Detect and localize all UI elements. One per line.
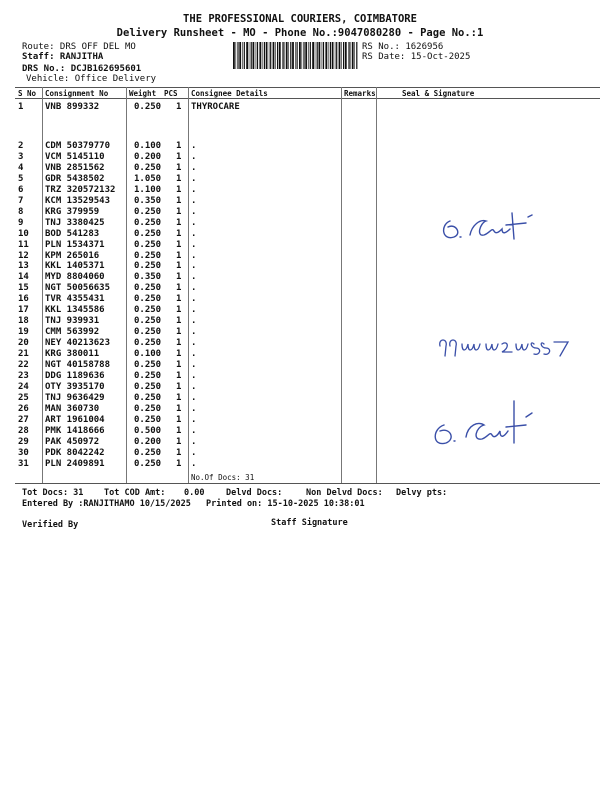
row-pcs: 1 (176, 272, 182, 283)
row-pcs: 1 (176, 458, 182, 469)
row-pcs: 1 (176, 370, 182, 381)
table-row (0, 174, 600, 185)
row-weight: 0.250 (134, 206, 162, 217)
row-consignment: PAK 450972 (45, 436, 100, 447)
row-sno: 3 (18, 151, 24, 162)
row-details: . (191, 294, 197, 305)
col-header-consignment: Consignment No (45, 89, 109, 98)
row-sno: 13 (18, 261, 29, 272)
row-details: . (191, 228, 197, 239)
row-consignment: NEY 40213623 (45, 338, 111, 349)
row-consignment: BOD 541283 (45, 228, 100, 239)
row-consignment: MAN 360730 (45, 403, 100, 414)
row-pcs: 1 (176, 102, 182, 112)
row-pcs: 1 (176, 305, 182, 316)
row-weight: 0.250 (134, 338, 162, 349)
row-consignment: NGT 50056635 (45, 283, 111, 294)
row-details: . (191, 261, 197, 272)
row-weight: 0.250 (134, 162, 162, 173)
table-bottom-rule (15, 483, 600, 484)
row-consignment: CMM 563992 (45, 327, 100, 338)
row-weight: 0.350 (134, 195, 162, 206)
row-pcs: 1 (176, 151, 182, 162)
row-details: . (191, 370, 197, 381)
row-consignment: KRG 380011 (45, 349, 100, 360)
row-consignment: TNJ 3380425 (45, 217, 105, 228)
total-cod-label: Tot COD Amt: (104, 488, 166, 498)
non-delivered-docs: Non Delvd Docs: (306, 488, 383, 498)
row-details: . (191, 206, 197, 217)
row-weight: 0.250 (134, 458, 162, 469)
row-weight: 0.100 (134, 349, 162, 360)
row-consignment: GDR 5438502 (45, 173, 105, 184)
row-pcs: 1 (176, 217, 182, 228)
row-details: . (191, 162, 197, 173)
table-row (0, 196, 600, 207)
row-consignment: DDG 1189636 (45, 370, 105, 381)
row-sno: 8 (18, 206, 24, 217)
delivered-docs: Delvd Docs: (226, 488, 283, 498)
row-details: . (191, 425, 197, 436)
barcode-image (233, 42, 358, 69)
row-weight: 0.250 (134, 239, 162, 250)
row-details: . (191, 360, 197, 370)
row-consignment: NGT 40158788 (45, 360, 111, 370)
row-weight: 0.250 (134, 327, 162, 338)
total-cod-value: 0.00 (184, 488, 205, 498)
row-weight: 0.250 (134, 283, 162, 294)
row-consignment: TVR 4355431 (45, 294, 105, 305)
row-details: . (191, 381, 197, 392)
col-header-remarks: Remarks (344, 89, 376, 98)
row-details: . (191, 447, 197, 458)
entered-by: Entered By :RANJITHAMO 10/15/2025 (22, 499, 191, 509)
table-row (0, 102, 600, 113)
col-header-details: Consignee Details (191, 89, 268, 98)
row-consignment: ART 1961004 (45, 414, 105, 425)
total-docs: Tot Docs: 31 (22, 488, 84, 498)
row-details: . (191, 436, 197, 447)
table-row (0, 272, 600, 283)
company-name: THE PROFESSIONAL COURIERS, COIMBATORE (183, 13, 417, 25)
row-sno: 26 (18, 403, 29, 414)
row-sno: 22 (18, 360, 29, 370)
table-row (0, 251, 600, 262)
row-consignment: KPM 265016 (45, 250, 100, 261)
row-weight: 0.250 (134, 316, 162, 327)
table-row (0, 371, 600, 382)
no-of-docs: No.Of Docs: 31 (191, 473, 255, 482)
row-sno: 1 (18, 102, 24, 112)
row-pcs: 1 (176, 436, 182, 447)
row-consignment: PLN 1534371 (45, 239, 105, 250)
row-sno: 11 (18, 239, 29, 250)
row-consignment: VNB 2851562 (45, 162, 105, 173)
col-header-sno: S No (18, 89, 37, 98)
row-details: . (191, 173, 197, 184)
col-header-pcs: PCS (164, 89, 178, 98)
row-sno: 7 (18, 195, 24, 206)
row-weight: 0.250 (134, 261, 162, 272)
row-weight: 0.250 (134, 414, 162, 425)
row-weight: 0.200 (134, 436, 162, 447)
row-pcs: 1 (176, 392, 182, 403)
row-details: . (191, 349, 197, 360)
verified-by: Verified By (22, 520, 79, 530)
row-pcs: 1 (176, 349, 182, 360)
row-details: . (191, 141, 197, 151)
row-weight: 0.250 (134, 217, 162, 228)
row-pcs: 1 (176, 173, 182, 184)
row-details: . (191, 316, 197, 327)
row-weight: 0.250 (134, 392, 162, 403)
row-details: . (191, 151, 197, 162)
row-pcs: 1 (176, 316, 182, 327)
table-row (0, 185, 600, 196)
row-sno: 17 (18, 305, 29, 316)
table-row (0, 152, 600, 163)
row-details: . (191, 272, 197, 283)
table-row (0, 141, 600, 152)
rs-date: RS Date: 15-Oct-2025 (362, 52, 471, 62)
row-consignment: MYD 8804060 (45, 272, 105, 283)
row-pcs: 1 (176, 327, 182, 338)
delivery-points: Delvy pts: (396, 488, 448, 498)
rs-number: RS No.: 1626956 (362, 42, 444, 52)
row-consignment: KKL 1345586 (45, 305, 105, 316)
row-pcs: 1 (176, 195, 182, 206)
row-details: . (191, 458, 197, 469)
row-pcs: 1 (176, 381, 182, 392)
row-details: . (191, 217, 197, 228)
runsheet-subtitle: Delivery Runsheet - MO - Phone No.:9047080280 - Page No.:1 (116, 27, 484, 39)
row-consignment: VCM 5145110 (45, 151, 105, 162)
row-consignment: KCM 13529543 (45, 195, 111, 206)
row-sno: 30 (18, 447, 29, 458)
row-weight: 0.350 (134, 272, 162, 283)
row-sno: 2 (18, 141, 24, 151)
row-sno: 6 (18, 184, 24, 195)
row-pcs: 1 (176, 414, 182, 425)
row-weight: 0.250 (134, 250, 162, 261)
row-details: . (191, 414, 197, 425)
signature-image (436, 207, 546, 247)
row-pcs: 1 (176, 206, 182, 217)
row-consignment: PMK 1418666 (45, 425, 105, 436)
row-sno: 19 (18, 327, 29, 338)
row-sno: 10 (18, 228, 29, 239)
table-row (0, 294, 600, 305)
row-consignment: OTY 3935170 (45, 381, 105, 392)
row-consignment: TRZ 320572132 (45, 184, 116, 195)
row-details: . (191, 283, 197, 294)
row-weight: 0.100 (134, 141, 162, 151)
handwritten-phone-image (436, 334, 576, 360)
row-sno: 31 (18, 458, 29, 469)
row-sno: 24 (18, 381, 29, 392)
table-row (0, 382, 600, 393)
row-details: . (191, 327, 197, 338)
row-consignment: TNJ 939931 (45, 316, 100, 327)
row-pcs: 1 (176, 261, 182, 272)
table-row (0, 316, 600, 327)
row-pcs: 1 (176, 283, 182, 294)
row-details: . (191, 338, 197, 349)
row-details: . (191, 392, 197, 403)
row-sno: 14 (18, 272, 29, 283)
row-consignment: TNJ 9636429 (45, 392, 105, 403)
row-sno: 20 (18, 338, 29, 349)
row-consignment: CDM 50379770 (45, 141, 111, 151)
row-sno: 16 (18, 294, 29, 305)
row-weight: 0.250 (134, 102, 162, 112)
vehicle-label: Vehicle: Office Delivery (26, 74, 157, 84)
row-sno: 21 (18, 349, 29, 360)
table-header-rule (15, 98, 600, 99)
row-sno: 5 (18, 173, 24, 184)
table-row (0, 261, 600, 272)
row-weight: 1.100 (134, 184, 162, 195)
row-details: . (191, 305, 197, 316)
row-sno: 12 (18, 250, 29, 261)
row-details: THYROCARE (191, 102, 240, 112)
row-pcs: 1 (176, 184, 182, 195)
row-consignment: PDK 8042242 (45, 447, 105, 458)
row-consignment: KRG 379959 (45, 206, 100, 217)
row-consignment: PLN 2409891 (45, 458, 105, 469)
signature-image (428, 395, 548, 451)
row-weight: 0.250 (134, 403, 162, 414)
row-weight: 1.050 (134, 173, 162, 184)
row-sno: 15 (18, 283, 29, 294)
row-pcs: 1 (176, 228, 182, 239)
row-weight: 0.250 (134, 370, 162, 381)
row-consignment: VNB 899332 (45, 102, 100, 112)
row-pcs: 1 (176, 447, 182, 458)
row-weight: 0.200 (134, 151, 162, 162)
staff-signature-label: Staff Signature (271, 518, 348, 528)
row-sno: 28 (18, 425, 29, 436)
table-top-rule (15, 87, 600, 88)
row-sno: 27 (18, 414, 29, 425)
row-weight: 0.500 (134, 425, 162, 436)
row-pcs: 1 (176, 360, 182, 370)
table-row (0, 360, 600, 371)
row-weight: 0.250 (134, 228, 162, 239)
table-row (0, 283, 600, 294)
row-sno: 25 (18, 392, 29, 403)
row-details: . (191, 403, 197, 414)
table-row (0, 163, 600, 174)
row-details: . (191, 250, 197, 261)
row-weight: 0.250 (134, 447, 162, 458)
row-consignment: KKL 1405371 (45, 261, 105, 272)
drs-number: DRS No.: DCJB162695601 (22, 64, 142, 74)
row-pcs: 1 (176, 239, 182, 250)
row-weight: 0.250 (134, 305, 162, 316)
row-sno: 23 (18, 370, 29, 381)
row-sno: 29 (18, 436, 29, 447)
row-details: . (191, 239, 197, 250)
staff-label: Staff: RANJITHA (22, 52, 104, 62)
printed-on: Printed on: 15-10-2025 10:38:01 (206, 499, 365, 509)
row-sno: 18 (18, 316, 29, 327)
row-sno: 9 (18, 217, 24, 228)
row-pcs: 1 (176, 425, 182, 436)
route-label: Route: DRS OFF DEL MO (22, 42, 136, 52)
col-header-weight: Weight (129, 89, 157, 98)
row-pcs: 1 (176, 162, 182, 173)
col-header-seal: Seal & Signature (402, 89, 475, 98)
row-details: . (191, 195, 197, 206)
row-pcs: 1 (176, 338, 182, 349)
row-weight: 0.250 (134, 360, 162, 370)
row-sno: 4 (18, 162, 24, 173)
row-pcs: 1 (176, 294, 182, 305)
row-pcs: 1 (176, 403, 182, 414)
row-weight: 0.250 (134, 381, 162, 392)
table-row (0, 459, 600, 470)
table-row (0, 305, 600, 316)
row-weight: 0.250 (134, 294, 162, 305)
row-pcs: 1 (176, 141, 182, 151)
row-pcs: 1 (176, 250, 182, 261)
row-details: . (191, 184, 197, 195)
